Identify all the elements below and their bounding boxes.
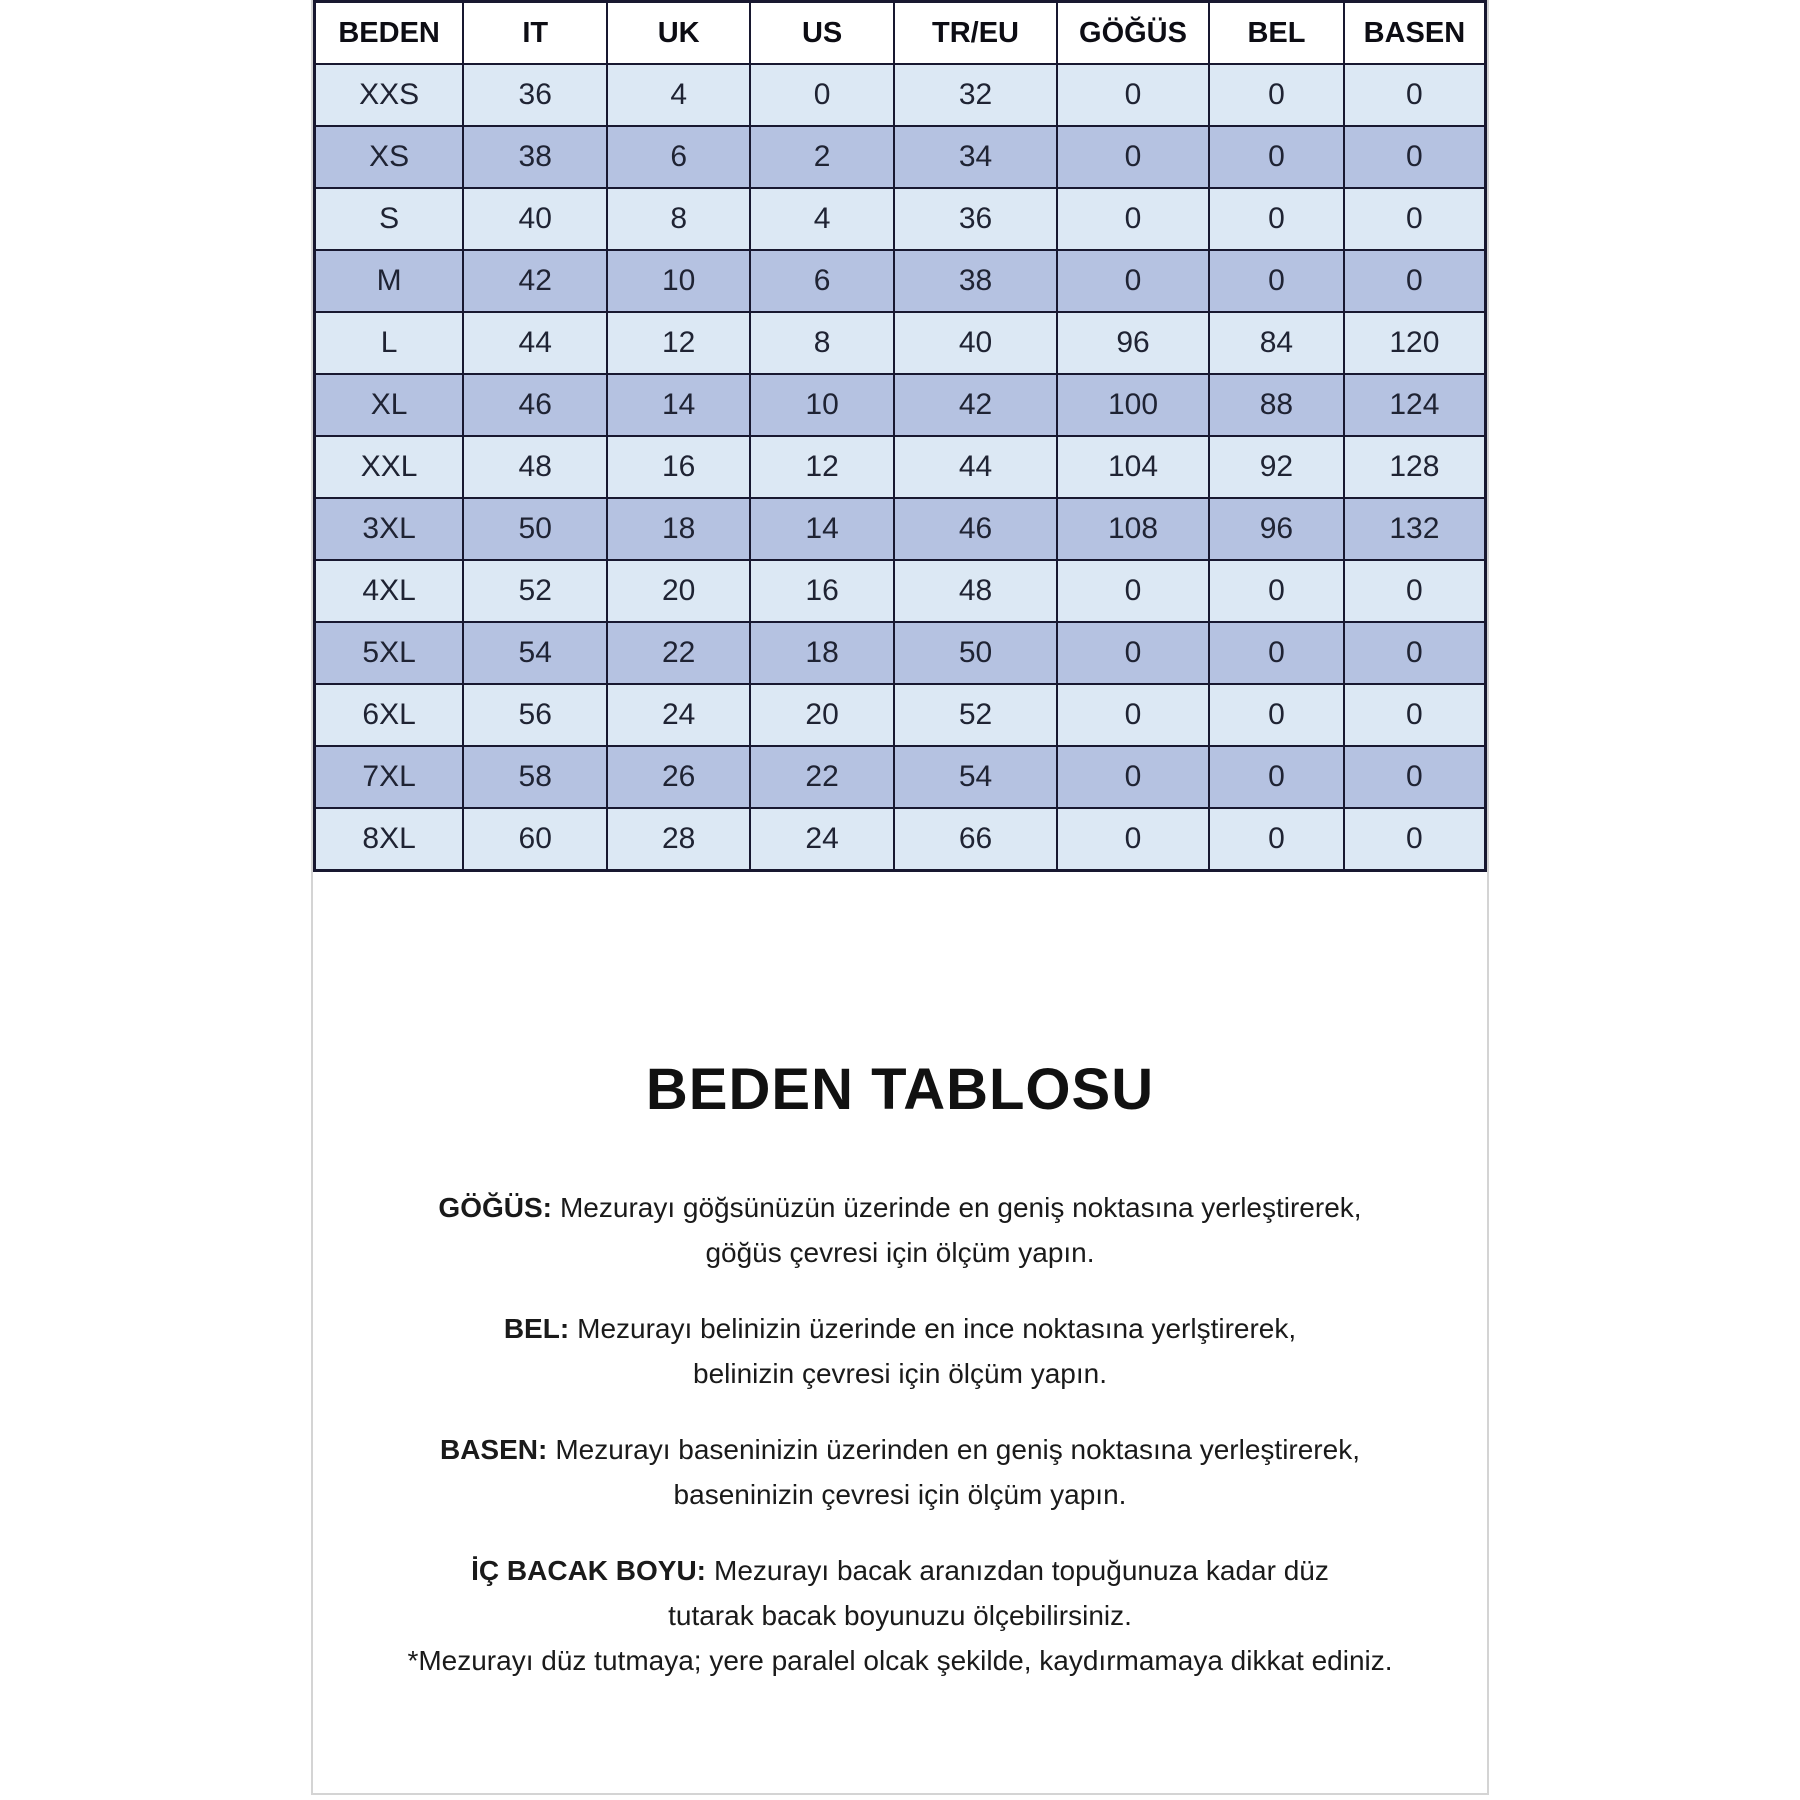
size-row-8xl <box>315 808 1486 871</box>
size-cell-m-us: 6 <box>750 250 894 312</box>
size-cell-7xl-gogus: 0 <box>1057 746 1209 808</box>
size-cell-4xl-uk: 20 <box>607 560 750 622</box>
size-row-7xl <box>315 746 1486 808</box>
size-cell-xxl-tr-eu: 44 <box>894 436 1057 498</box>
column-header-us: US <box>750 2 894 65</box>
size-cell-l-gogus: 96 <box>1057 312 1209 374</box>
size-cell-xxs-basen: 0 <box>1344 64 1486 126</box>
size-cell-xxs-it: 36 <box>463 64 607 126</box>
size-cell-5xl-uk: 22 <box>607 622 750 684</box>
column-header-tr-eu: TR/EU <box>894 2 1057 65</box>
size-cell-xl-uk: 14 <box>607 374 750 436</box>
size-cell-5xl-tr-eu: 50 <box>894 622 1057 684</box>
measure-paragraph-gogus <box>333 1185 1467 1275</box>
size-cell-xl-basen: 124 <box>1344 374 1486 436</box>
size-cell-3xl-tr-eu: 46 <box>894 498 1057 560</box>
size-cell-8xl-tr-eu: 66 <box>894 808 1057 871</box>
column-header-bel: BEL <box>1209 2 1344 65</box>
size-cell-4xl-basen: 0 <box>1344 560 1486 622</box>
size-cell-6xl-gogus: 0 <box>1057 684 1209 746</box>
size-cell-8xl-it: 60 <box>463 808 607 871</box>
size-cell-6xl-bel: 0 <box>1209 684 1344 746</box>
measure-text-basen-line1: Mezurayı baseninizin üzerinden en geniş noktasına yerleştirerek, <box>555 1434 1360 1465</box>
size-cell-xl-us: 10 <box>750 374 894 436</box>
size-row-xs <box>315 126 1486 188</box>
size-cell-m-beden: M <box>315 250 464 312</box>
measure-label-bel: BEL: <box>503 1313 570 1344</box>
size-cell-xs-tr-eu: 34 <box>894 126 1057 188</box>
size-cell-s-us: 4 <box>750 188 894 250</box>
size-cell-xs-bel: 0 <box>1209 126 1344 188</box>
column-header-basen: BASEN <box>1344 2 1486 65</box>
column-header-uk: UK <box>607 2 750 65</box>
size-cell-xs-it: 38 <box>463 126 607 188</box>
size-cell-m-uk: 10 <box>607 250 750 312</box>
size-cell-xxs-us: 0 <box>750 64 894 126</box>
size-cell-xxl-basen: 128 <box>1344 436 1486 498</box>
measure-text-ic-bacak-line1: Mezurayı bacak aranızdan topuğunuza kadar düz <box>714 1555 1329 1586</box>
size-cell-4xl-it: 52 <box>463 560 607 622</box>
size-cell-xxl-it: 48 <box>463 436 607 498</box>
size-cell-s-basen: 0 <box>1344 188 1486 250</box>
size-row-s <box>315 188 1486 250</box>
size-cell-l-it: 44 <box>463 312 607 374</box>
size-cell-s-uk: 8 <box>607 188 750 250</box>
size-cell-7xl-beden: 7XL <box>315 746 464 808</box>
size-cell-xxl-us: 12 <box>750 436 894 498</box>
size-cell-5xl-gogus: 0 <box>1057 622 1209 684</box>
measure-text-ic-bacak-line2: tutarak bacak boyunuzu ölçebilirsiniz. <box>668 1600 1132 1631</box>
size-cell-7xl-tr-eu: 54 <box>894 746 1057 808</box>
size-cell-xxl-gogus: 104 <box>1057 436 1209 498</box>
measure-text-bel-line2: belinizin çevresi için ölçüm yapın. <box>693 1358 1107 1389</box>
size-cell-4xl-bel: 0 <box>1209 560 1344 622</box>
size-cell-8xl-basen: 0 <box>1344 808 1486 871</box>
size-cell-xs-gogus: 0 <box>1057 126 1209 188</box>
size-cell-xxs-beden: XXS <box>315 64 464 126</box>
measure-label-gogus: GÖĞÜS: <box>438 1192 552 1223</box>
size-cell-xxs-uk: 4 <box>607 64 750 126</box>
size-cell-5xl-basen: 0 <box>1344 622 1486 684</box>
size-cell-3xl-gogus: 108 <box>1057 498 1209 560</box>
size-cell-4xl-tr-eu: 48 <box>894 560 1057 622</box>
size-cell-s-it: 40 <box>463 188 607 250</box>
size-cell-7xl-it: 58 <box>463 746 607 808</box>
size-row-5xl <box>315 622 1486 684</box>
size-row-4xl <box>315 560 1486 622</box>
size-cell-3xl-it: 50 <box>463 498 607 560</box>
size-cell-s-beden: S <box>315 188 464 250</box>
measure-text-gogus-line2: göğüs çevresi için ölçüm yapın. <box>705 1237 1095 1268</box>
size-cell-l-bel: 84 <box>1209 312 1344 374</box>
size-cell-m-basen: 0 <box>1344 250 1486 312</box>
size-cell-m-gogus: 0 <box>1057 250 1209 312</box>
size-cell-7xl-us: 22 <box>750 746 894 808</box>
size-cell-xxs-bel: 0 <box>1209 64 1344 126</box>
size-cell-6xl-basen: 0 <box>1344 684 1486 746</box>
size-cell-xs-us: 2 <box>750 126 894 188</box>
size-cell-7xl-uk: 26 <box>607 746 750 808</box>
size-cell-5xl-it: 54 <box>463 622 607 684</box>
size-cell-3xl-basen: 132 <box>1344 498 1486 560</box>
size-row-xl <box>315 374 1486 436</box>
size-cell-xl-bel: 88 <box>1209 374 1344 436</box>
measure-note: *Mezurayı düz tutmaya; yere paralel olcak şekilde, kaydırmamaya dikkat ediniz. <box>407 1645 1393 1676</box>
size-cell-3xl-uk: 18 <box>607 498 750 560</box>
size-cell-xl-beden: XL <box>315 374 464 436</box>
size-cell-m-bel: 0 <box>1209 250 1344 312</box>
column-header-it: IT <box>463 2 607 65</box>
measure-paragraph-basen <box>333 1427 1467 1517</box>
measure-paragraph-bel <box>333 1306 1467 1396</box>
size-cell-7xl-basen: 0 <box>1344 746 1486 808</box>
size-cell-l-basen: 120 <box>1344 312 1486 374</box>
size-cell-5xl-beden: 5XL <box>315 622 464 684</box>
size-cell-6xl-it: 56 <box>463 684 607 746</box>
size-cell-xl-tr-eu: 42 <box>894 374 1057 436</box>
size-cell-xxl-beden: XXL <box>315 436 464 498</box>
size-table-body <box>315 64 1486 871</box>
size-cell-xxs-gogus: 0 <box>1057 64 1209 126</box>
size-cell-xxs-tr-eu: 32 <box>894 64 1057 126</box>
size-cell-xs-uk: 6 <box>607 126 750 188</box>
size-cell-xs-beden: XS <box>315 126 464 188</box>
measure-text-bel-line1: Mezurayı belinizin üzerinde en ince noktasına yerlştirerek, <box>577 1313 1297 1344</box>
size-cell-4xl-beden: 4XL <box>315 560 464 622</box>
size-table <box>313 0 1487 872</box>
size-cell-8xl-us: 24 <box>750 808 894 871</box>
size-table-header-row <box>315 2 1486 65</box>
size-cell-s-gogus: 0 <box>1057 188 1209 250</box>
size-cell-8xl-beden: 8XL <box>315 808 464 871</box>
size-cell-s-bel: 0 <box>1209 188 1344 250</box>
size-cell-s-tr-eu: 36 <box>894 188 1057 250</box>
column-header-gogus: GÖĞÜS <box>1057 2 1209 65</box>
size-cell-l-us: 8 <box>750 312 894 374</box>
size-row-3xl <box>315 498 1486 560</box>
size-cell-6xl-us: 20 <box>750 684 894 746</box>
size-cell-7xl-bel: 0 <box>1209 746 1344 808</box>
size-cell-6xl-beden: 6XL <box>315 684 464 746</box>
size-cell-m-it: 42 <box>463 250 607 312</box>
size-cell-6xl-tr-eu: 52 <box>894 684 1057 746</box>
size-row-6xl <box>315 684 1486 746</box>
size-cell-xxl-bel: 92 <box>1209 436 1344 498</box>
size-cell-3xl-beden: 3XL <box>315 498 464 560</box>
measure-label-ic-bacak-boyu: İÇ BACAK BOYU: <box>471 1555 707 1586</box>
size-cell-4xl-gogus: 0 <box>1057 560 1209 622</box>
size-cell-l-beden: L <box>315 312 464 374</box>
size-cell-8xl-bel: 0 <box>1209 808 1344 871</box>
size-cell-l-uk: 12 <box>607 312 750 374</box>
size-cell-xl-it: 46 <box>463 374 607 436</box>
size-cell-5xl-us: 18 <box>750 622 894 684</box>
size-cell-xl-gogus: 100 <box>1057 374 1209 436</box>
size-cell-xs-basen: 0 <box>1344 126 1486 188</box>
size-row-xxl <box>315 436 1486 498</box>
size-cell-5xl-bel: 0 <box>1209 622 1344 684</box>
size-cell-6xl-uk: 24 <box>607 684 750 746</box>
size-row-l <box>315 312 1486 374</box>
measure-label-basen: BASEN: <box>439 1434 548 1465</box>
size-cell-l-tr-eu: 40 <box>894 312 1057 374</box>
measurement-info-section <box>313 1056 1487 1683</box>
size-row-m <box>315 250 1486 312</box>
size-cell-3xl-us: 14 <box>750 498 894 560</box>
size-row-xxs <box>315 64 1486 126</box>
section-title: BEDEN TABLOSU <box>645 1057 1155 1122</box>
size-cell-8xl-gogus: 0 <box>1057 808 1209 871</box>
measure-text-basen-line2: baseninizin çevresi için ölçüm yapın. <box>673 1479 1127 1510</box>
measure-paragraph-ic-bacak-boyu <box>333 1548 1467 1683</box>
size-cell-4xl-us: 16 <box>750 560 894 622</box>
size-chart-page <box>311 0 1489 1795</box>
size-cell-8xl-uk: 28 <box>607 808 750 871</box>
column-header-beden: BEDEN <box>315 2 464 65</box>
measure-text-gogus-line1: Mezurayı göğsünüzün üzerinde en geniş noktasına yerleştirerek, <box>559 1192 1362 1223</box>
size-cell-xxl-uk: 16 <box>607 436 750 498</box>
size-cell-3xl-bel: 96 <box>1209 498 1344 560</box>
size-cell-m-tr-eu: 38 <box>894 250 1057 312</box>
